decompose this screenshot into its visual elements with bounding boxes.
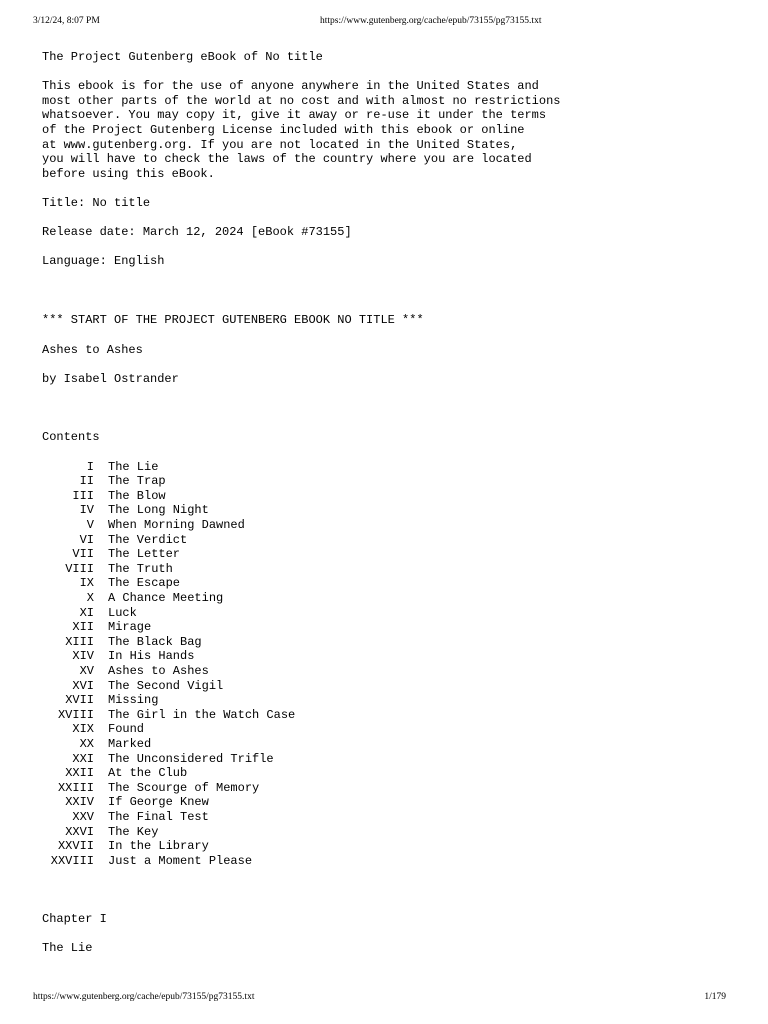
toc-entry: [42, 752, 742, 767]
toc-entry: [42, 693, 742, 708]
toc-chapter-title: The Blow: [108, 488, 166, 503]
toc-entry: [42, 839, 742, 854]
toc-entry: [42, 854, 742, 869]
toc-entry: [42, 810, 742, 825]
toc-chapter-title: The Letter: [108, 547, 181, 562]
toc-chapter-number: I: [86, 459, 94, 474]
contents-heading: Contents: [42, 430, 100, 445]
toc-entry: [42, 620, 742, 635]
toc-entry: [42, 679, 742, 694]
language-meta: Language: English: [42, 254, 165, 269]
toc-chapter-number: XXVI: [65, 824, 94, 839]
toc-chapter-title: The Lie: [108, 459, 159, 474]
toc-chapter-title: The Girl in the Watch Case: [108, 707, 296, 722]
toc-chapter-number: XXII: [65, 766, 94, 781]
toc-chapter-number: III: [72, 488, 94, 503]
toc-chapter-number: XVIII: [57, 707, 94, 722]
toc-chapter-number: XII: [72, 620, 94, 635]
ebook-title-line: The Project Gutenberg eBook of No title: [42, 50, 323, 64]
toc-chapter-number: X: [86, 591, 94, 605]
toc-entry: [42, 649, 742, 664]
toc-chapter-title: The Trap: [108, 474, 166, 489]
toc-entry: [42, 766, 742, 781]
document-body: [42, 50, 742, 956]
toc-chapter-title: Luck: [108, 605, 137, 620]
print-footer-url: https://www.gutenberg.org/cache/epub/73155/pg73155.txt: [33, 992, 255, 1002]
toc-chapter-title: Marked: [108, 736, 152, 751]
book-title: Ashes to Ashes: [42, 342, 143, 357]
toc-chapter-number: V: [86, 518, 94, 533]
toc-chapter-number: VII: [72, 547, 94, 562]
toc-entry: [42, 737, 742, 752]
toc-chapter-number: XI: [79, 605, 94, 620]
toc-chapter-title: Mirage: [108, 620, 152, 635]
chapter-title: The Lie: [42, 941, 93, 956]
toc-chapter-title: When Morning Dawned: [108, 518, 245, 533]
byline: by Isabel Ostrander: [42, 372, 179, 387]
toc-entry: [42, 533, 742, 548]
toc-chapter-title: In His Hands: [108, 649, 195, 664]
table-of-contents: [42, 460, 742, 869]
toc-chapter-title: The Truth: [108, 561, 173, 576]
license-paragraph: [42, 79, 742, 181]
toc-chapter-title: The Black Bag: [108, 634, 202, 649]
toc-entry: [42, 460, 742, 475]
toc-entry: [42, 635, 742, 650]
toc-chapter-number: II: [79, 474, 94, 489]
license-line: most other parts of the world at no cost and with almost no restrictions: [42, 93, 561, 108]
toc-chapter-number: XV: [79, 663, 94, 678]
toc-entry: [42, 722, 742, 737]
toc-chapter-title: The Escape: [108, 576, 181, 591]
license-line: of the Project Gutenberg License included with this ebook or online: [42, 122, 525, 137]
toc-chapter-title: The Second Vigil: [108, 678, 224, 693]
toc-chapter-number: XX: [79, 736, 94, 751]
print-header: [0, 16, 768, 30]
toc-entry: [42, 708, 742, 723]
toc-chapter-title: Ashes to Ashes: [108, 663, 209, 678]
toc-chapter-title: At the Club: [108, 766, 188, 781]
license-line: at www.gutenberg.org. If you are not located in the United States,: [42, 137, 518, 152]
toc-chapter-title: The Scourge of Memory: [108, 780, 260, 795]
toc-chapter-title: Just a Moment Please: [108, 853, 253, 868]
toc-entry: [42, 576, 742, 591]
print-header-url: https://www.gutenberg.org/cache/epub/73155/pg73155.txt: [320, 16, 542, 26]
toc-chapter-number: IV: [79, 503, 94, 518]
toc-chapter-title: The Unconsidered Trifle: [108, 751, 274, 766]
toc-chapter-title: Found: [108, 722, 145, 737]
toc-chapter-title: The Final Test: [108, 809, 209, 824]
toc-chapter-number: XXV: [72, 809, 94, 824]
toc-entry: [42, 518, 742, 533]
toc-chapter-number: XXVIII: [50, 853, 94, 868]
toc-chapter-number: VI: [79, 532, 94, 547]
toc-chapter-title: If George Knew: [108, 795, 209, 810]
toc-entry: [42, 781, 742, 796]
toc-chapter-title: The Verdict: [108, 532, 188, 547]
toc-chapter-number: XVI: [72, 678, 94, 693]
toc-chapter-title: In the Library: [108, 839, 209, 854]
toc-chapter-number: XIV: [72, 649, 94, 664]
toc-chapter-number: XXI: [72, 751, 94, 766]
toc-chapter-number: XXVII: [57, 839, 94, 854]
toc-entry: [42, 664, 742, 679]
chapter-heading: Chapter I: [42, 912, 107, 927]
start-marker: *** START OF THE PROJECT GUTENBERG EBOOK NO TITLE ***: [42, 312, 424, 327]
license-line: This ebook is for the use of anyone anywhere in the United States and: [42, 79, 539, 94]
license-line: you will have to check the laws of the country where you are located: [42, 152, 532, 167]
toc-chapter-number: XXIV: [65, 795, 94, 810]
toc-entry: [42, 489, 742, 504]
toc-chapter-number: XVII: [65, 693, 94, 708]
toc-chapter-number: XIX: [72, 722, 94, 737]
toc-entry: [42, 795, 742, 810]
toc-chapter-number: IX: [79, 576, 94, 591]
toc-chapter-title: A Chance Meeting: [108, 591, 224, 605]
toc-chapter-title: Missing: [108, 693, 159, 708]
toc-entry: [42, 474, 742, 489]
title-meta: Title: No title: [42, 195, 151, 210]
toc-entry: [42, 606, 742, 621]
page-number: 1/179: [704, 992, 726, 1002]
release-meta: Release date: March 12, 2024 [eBook #73155]: [42, 225, 352, 240]
toc-chapter-title: The Key: [108, 824, 159, 839]
license-line: before using this eBook.: [42, 166, 215, 181]
toc-entry: [42, 825, 742, 840]
print-footer: [0, 992, 768, 1006]
toc-chapter-number: VIII: [65, 561, 94, 576]
print-datetime: 3/12/24, 8:07 PM: [33, 16, 100, 26]
toc-entry: [42, 547, 742, 562]
license-line: whatsoever. You may copy it, give it away or re-use it under the terms: [42, 108, 547, 123]
toc-entry: [42, 591, 742, 606]
toc-chapter-number: XXIII: [57, 780, 94, 795]
toc-chapter-title: The Long Night: [108, 503, 209, 518]
toc-chapter-number: XIII: [65, 634, 94, 649]
toc-entry: [42, 503, 742, 518]
toc-entry: [42, 562, 742, 577]
